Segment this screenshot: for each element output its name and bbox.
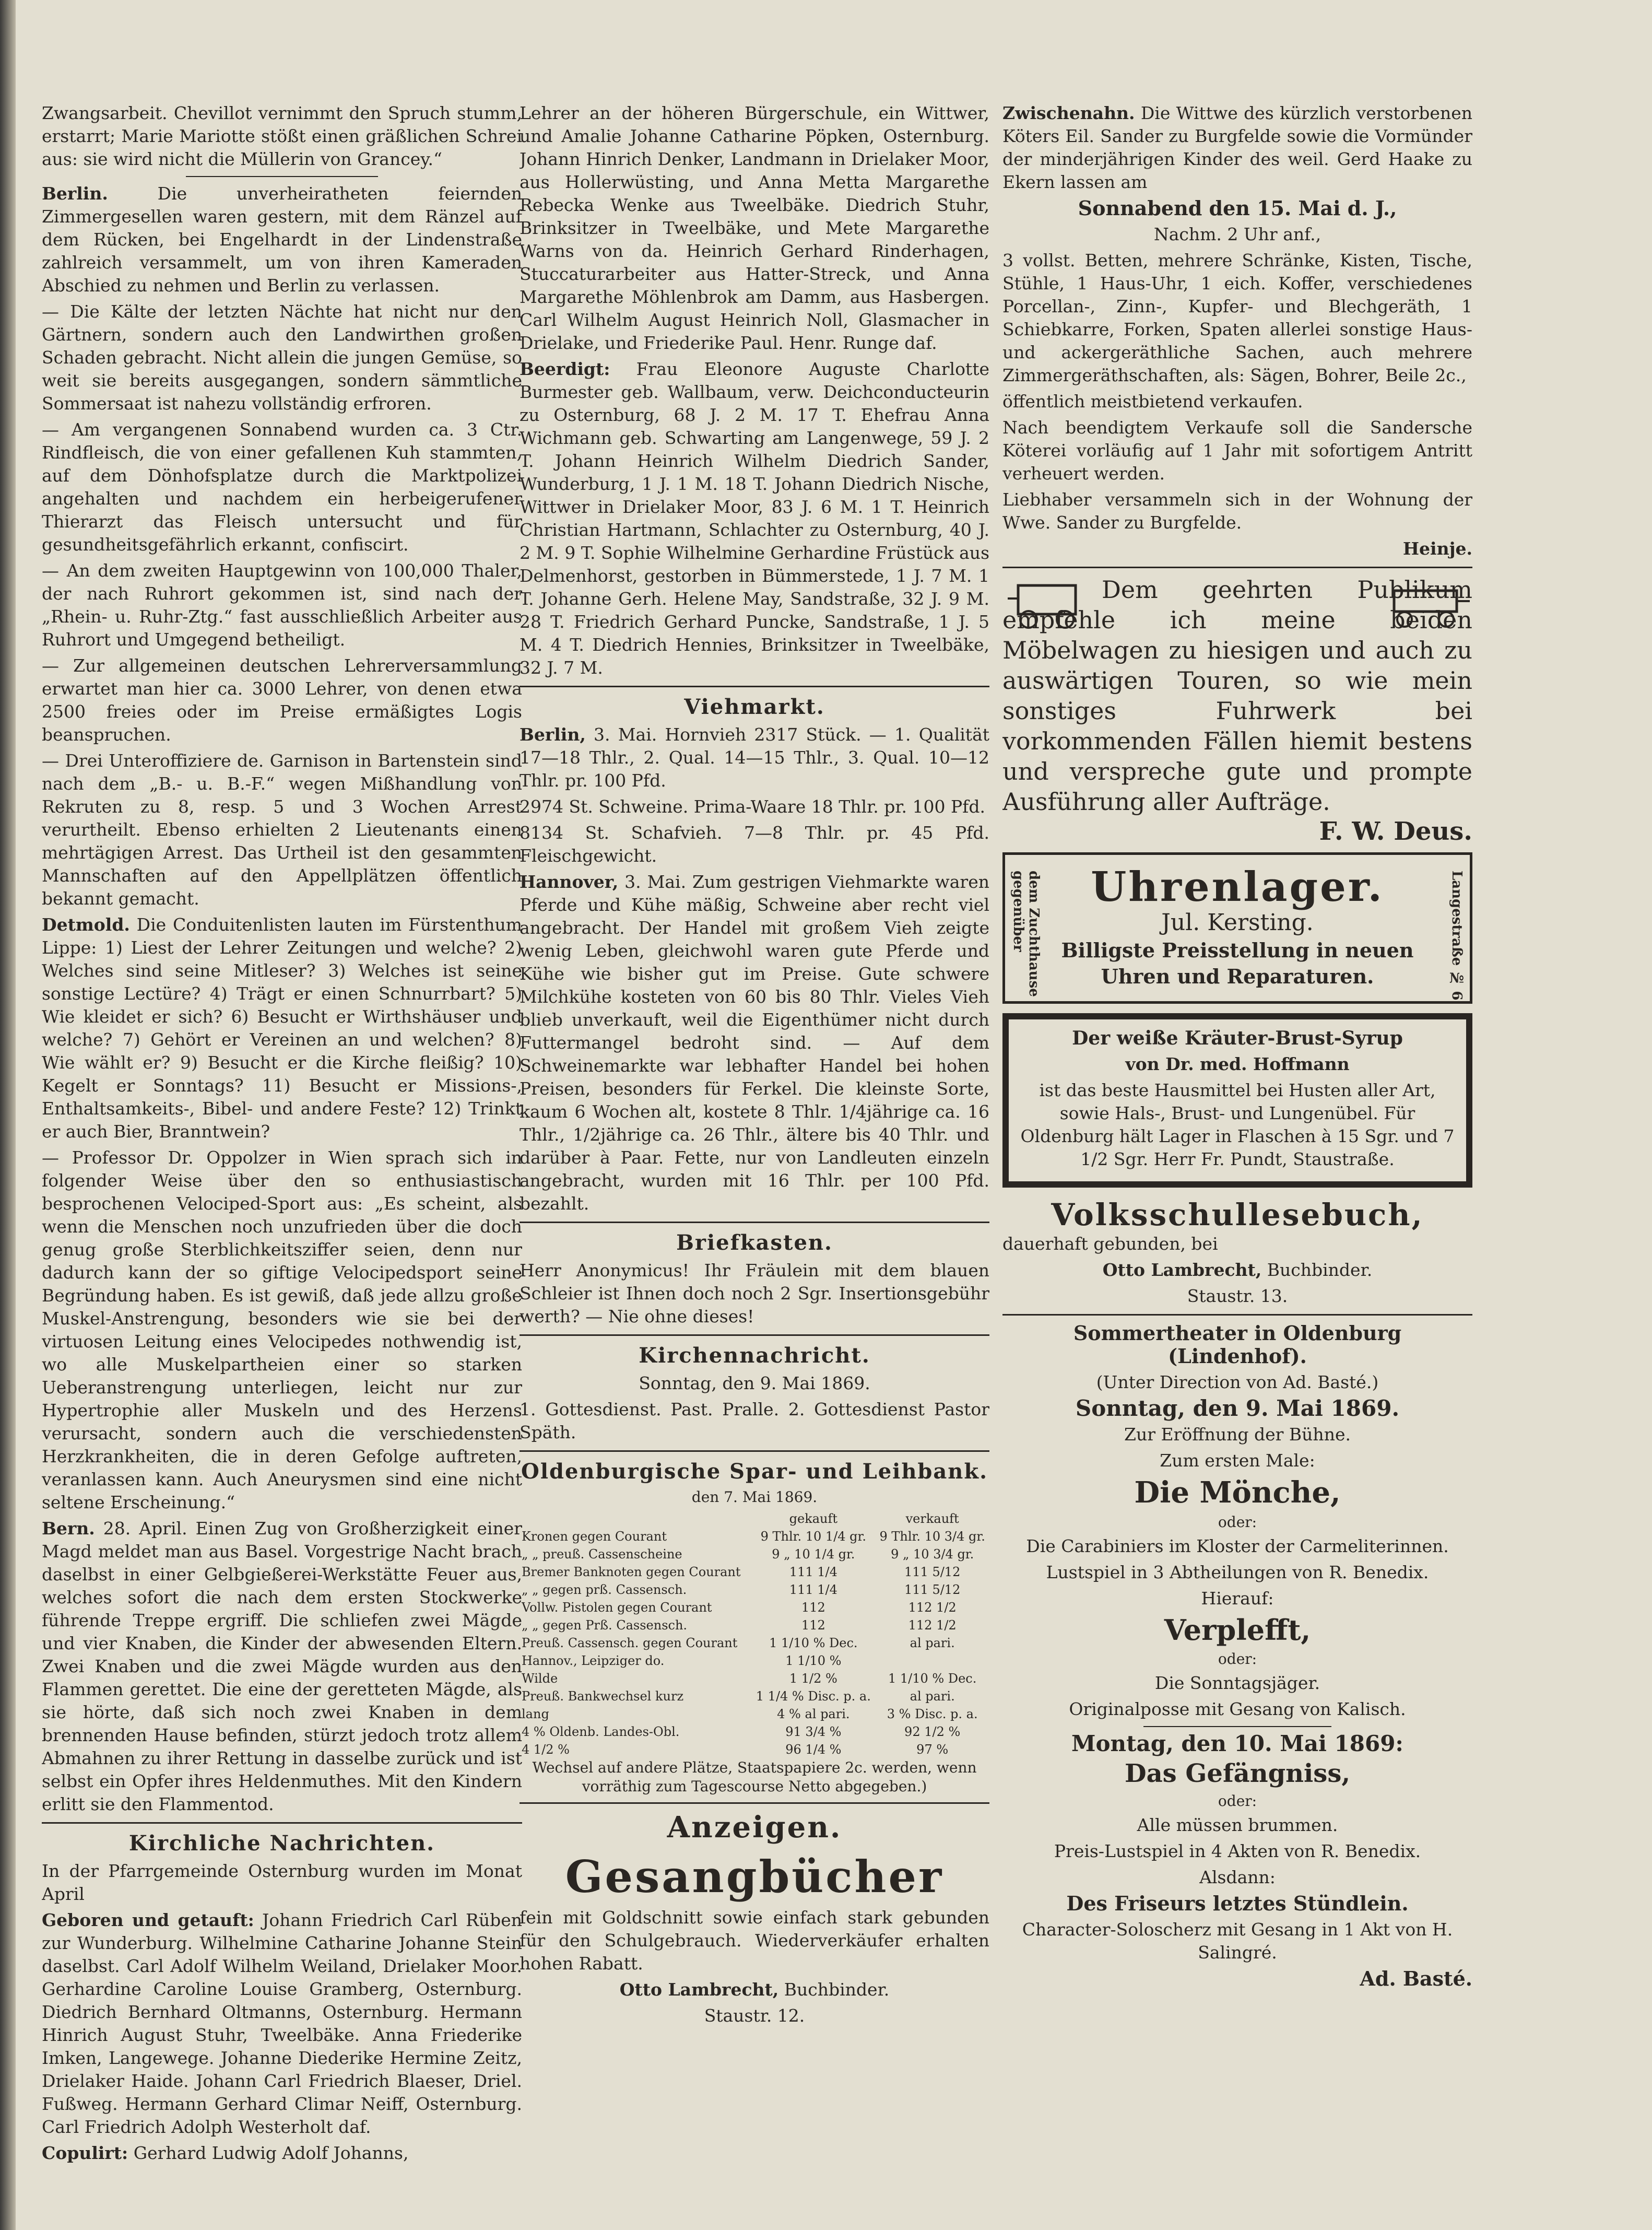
berlin-article: Berlin. Die unverheiratheten feiernden Zimmergesellen waren gestern, mit dem Ränzel auf dem Rücken, bei Engelhardt in der Lindenstraße zahlreich versammelt, um von ihren Kameraden Abschied zu nehmen und Berlin zu verlassen. xyxy=(42,183,522,296)
play-description: Lustspiel in 3 Abtheilungen von R. Benedix. xyxy=(1046,1562,1429,1582)
table-cell: Kronen gegen Courant xyxy=(522,1529,667,1544)
table-row xyxy=(520,1545,989,1563)
table-row xyxy=(520,1652,989,1670)
paragraph: (Unter Direction von Ad. Basté.) xyxy=(1096,1372,1379,1392)
performance-date: Sonntag, den 9. Mai 1869. xyxy=(1075,1395,1400,1421)
divider xyxy=(520,1802,989,1804)
moving-ad xyxy=(1002,574,1472,846)
column-3 xyxy=(1002,102,1472,1993)
table-cell: Preuß. Bankwechsel kurz xyxy=(522,1689,684,1704)
date-line: den 7. Mai 1869. xyxy=(691,1488,818,1506)
table-cell: 96 1/4 % xyxy=(785,1742,842,1757)
table-header: gekauft verkauft xyxy=(789,1511,959,1526)
newspaper-page xyxy=(16,0,1652,2230)
bern-article: Bern. 28. April. Einen Zug von Großherzigkeit einer Magd meldet man aus Basel. Vorgestrige Nacht brach daselbst in einer Gelbgießerei-Werkstätte Feuer aus, welches sofort die nach dem ersten Stockwerke führende Treppe ergriff. Die schliefen zwei Mägde und vier Knaben, die Kinder der abwesenden Eltern. Zwei Knaben und die zwei Mägde wurden aus den Flammen gerettet. Die eine der geretteten Mägde, als sie hörte, daß sich noch zwei Knaben in dem brennenden Hause befinden, stürzt jedoch trotz allem Abmahnen zu ihrer Rettung in dasselbe zurück und ist selbst ein Opfer ihres Heldenmuthes. Mit den Kindern erlitt sie den Flammentod. xyxy=(42,1518,522,1814)
paragraph: 2974 St. Schweine. Prima-Waare 18 Thlr. pr. 100 Pfd. xyxy=(520,796,985,817)
table-cell: 4 % Oldenb. Landes-Obl. xyxy=(522,1724,680,1739)
table-cell: al pari. xyxy=(910,1636,955,1650)
table-cell: Hannov., Leipziger do. xyxy=(522,1653,665,1668)
play-description: Character-Soloscherz mit Gesang in 1 Akt von H. Salingré. xyxy=(1022,1919,1453,1963)
paragraph: oder: xyxy=(1218,1792,1257,1810)
paragraph: Hierauf: xyxy=(1201,1588,1274,1609)
side-text: dem Zuchthause gegenüber xyxy=(1010,871,1042,997)
table-cell: „ „ gegen Prß. Cassensch. xyxy=(522,1618,688,1633)
table-cell: 111 5/12 xyxy=(904,1582,961,1597)
performance-date: Montag, den 10. Mai 1869: xyxy=(1071,1731,1403,1756)
auction-items: 3 vollst. Betten, mehrere Schränke, Kisten, Tische, Stühle, 1 Haus-Uhr, 1 eich. Koffer, verschiedenes Porcellan-, Zinn-, Kupfer- und Blechgeräth, 1 Schiebkarre, Forken, Spaten allerlei sonstige Haus- und ackergeräthliche Sachen, auch mehrere Zimmergeräthschaften, als: Sägen, Bohrer, Beile 2c., xyxy=(1002,250,1472,385)
paragraph: Nach beendigtem Verkaufe soll die Sandersche Köterei vorläufig auf 1 Jahr mit sofortigem Antritt verheuert werden. xyxy=(1002,417,1472,484)
paragraph: — Zur allgemeinen deutschen Lehrerversammlung erwartet man hier ca. 3000 Lehrer, von denen etwa 2500 freies oder im Preise ermäßigtes Logis beanspruchen. xyxy=(42,655,522,745)
paragraph: Zum ersten Male: xyxy=(1160,1450,1315,1471)
section-heading: Anzeigen. xyxy=(667,1810,842,1845)
theater-heading: Sommertheater in Oldenburg (Lindenhof). xyxy=(1073,1321,1402,1368)
table-row xyxy=(520,1741,989,1758)
section-heading: Kirchliche Nachrichten. xyxy=(128,1831,435,1856)
table-row xyxy=(520,1705,989,1723)
table-cell: 111 5/12 xyxy=(904,1565,961,1579)
footnote: Wechsel auf andere Plätze, Staatspapiere 2c. werden, wenn vorräthig zum Tagescourse Netto abgegeben.) xyxy=(532,1759,977,1795)
wagon-icon xyxy=(1002,578,1091,630)
auction-time: Nachm. 2 Uhr anf., xyxy=(1153,224,1321,244)
table-cell: 9 Thlr. 10 3/4 gr. xyxy=(879,1529,985,1544)
play-subtitle: Die Sonntagsjäger. xyxy=(1154,1673,1320,1693)
paragraph: dauerhaft gebunden, bei xyxy=(1002,1234,1218,1254)
address: Staustr. 13. xyxy=(1187,1286,1288,1306)
section-heading: Briefkasten. xyxy=(676,1230,833,1255)
date-line: Sonntag, den 9. Mai 1869. xyxy=(639,1373,870,1393)
table-cell: 111 1/4 xyxy=(789,1582,837,1597)
play-title: Die Mönche, xyxy=(1134,1475,1341,1510)
table-cell: „ „ gegen prß. Cassensch. xyxy=(522,1582,687,1597)
marriages-paragraph: Copulirt: Gerhard Ludwig Adolf Johanns, xyxy=(42,2143,409,2163)
table-cell: 112 xyxy=(801,1600,825,1615)
divider xyxy=(520,1334,989,1336)
divider xyxy=(520,1222,989,1223)
divider xyxy=(42,1822,522,1824)
paragraph: oder: xyxy=(1218,1513,1257,1531)
table-cell: 111 1/4 xyxy=(789,1565,837,1579)
section-heading: Kirchennachricht. xyxy=(639,1343,870,1368)
ad-text: Dem geehrten Publikum empfehle ich meine beiden Möbelwagen zu hiesigen und auch zu auswärtigen Touren, so wie mein sonstiges Fuhrwerk bei vorkommenden Fällen hiemit bestens und verspreche gute und prompte Ausführung aller Aufträge. xyxy=(1002,576,1472,816)
side-text: Langestraße № 6 xyxy=(1449,871,1465,1001)
wagon-icon xyxy=(1384,578,1472,630)
ad-text: ist das beste Hausmittel bei Husten aller Art, sowie Hals-, Brust- und Lungenübel. Für Oldenburg hält Lager in Flaschen à 15 Sgr. und 7 1/2 Sgr. Herr Fr. Pundt, Staustraße. xyxy=(1020,1080,1455,1169)
detmold-article: Detmold. Die Conduitenlisten lauten im Fürstenthum Lippe: 1) Liest der Lehrer Zeitungen und welche? 2) Welches sind seine Mitleser? 3) Welches ist seine sonstige Lectüre? 4) Trägt er einen Schnurrbart? 5) Wie kleidet er sich? 6) Besucht er Wirthshäuser und welche? 7) Gehört er Vereinen an und welchen? 8) Wie wählt er? 9) Besucht er die Kirche fleißig? 10) Kegelt er Sonntags? 11) Besucht er Missions-, Enthaltsamkeits-, Bibel- und andere Feste? 12) Trinkt er auch Bier, Branntwein? xyxy=(42,914,522,1142)
divider xyxy=(1143,1726,1331,1727)
paragraph: Zur Eröffnung der Bühne. xyxy=(1124,1424,1351,1445)
table-row xyxy=(520,1563,989,1581)
divider xyxy=(186,176,378,177)
ad-text: Billigste Preisstellung in neuen Uhren und Reparaturen. xyxy=(1061,938,1414,988)
table-row xyxy=(520,1616,989,1634)
paragraph: oder: xyxy=(1218,1650,1257,1668)
paragraph: Herr Anonymicus! Ihr Fräulein mit dem blauen Schleier ist Ihnen doch noch 2 Sgr. Insertionsgebühr werth? — Nie ohne dieses! xyxy=(520,1260,989,1327)
table-cell: 1 1/4 % Disc. p. a. xyxy=(756,1689,871,1704)
market-report: Hannover, 3. Mai. Zum gestrigen Viehmarkte waren Pferde und Kühe mäßig, Schweine aber recht viel angebracht. Der Handel mit großem Vieh zeigte wenig Leben, gleichwohl waren gute Pferde und Kühe wie bisher gut im Preise. Gute schwere Milchkühe kosteten von 60 bis 80 Thlr. Vieles Vieh blieb unverkauft, weil die Eigenthümer nicht durch Futtermangel bedroht sind. — Auf dem Schweinemarkte war lebhafter Handel bei hohen Preisen, besonders für Ferkel. Die kleinste Sorte, kaum 6 Wochen alt, kostete 8 Thlr. 1/4jährige ca. 16 Thlr., 1/2jährige ca. 26 Thlr., ältere bis 40 Thlr. und darüber à Paar. Fette, nur von Landleuten einzeln angebracht, wurden mit 16 Thlr. per 100 Pfd. bezahlt. xyxy=(520,872,989,1214)
market-report: Berlin, 3. Mai. Hornvieh 2317 Stück. — 1. Qualität 17—18 Thlr., 2. Qual. 14—15 Thlr., 3. Qual. 10—12 Thlr. pr. 100 Pfd. xyxy=(520,724,989,791)
auction-notice: Zwischenahn. Die Wittwe des kürzlich verstorbenen Köters Eil. Sander zu Burgfelde sowie die Vormünder der minderjährigen Kinder des weil. Gerd Haake zu Ekern lassen am xyxy=(1002,103,1472,192)
paragraph: — Drei Unteroffiziere de. Garnison in Bartenstein sind nach dem „B.- u. B.-F.“ wegen Mißhandlung von Rekruten zu 8, resp. 5 und 3 Wochen Arrest verurtheilt. Ebenso erhielten 2 Lieutenants einen mehrtägigen Arrest. Das Urtheil ist den gesammten Mannschaften auf den Appellplätzen öffentlich bekannt gemacht. xyxy=(42,750,522,909)
table-cell: 9 „ 10 3/4 gr. xyxy=(891,1547,974,1562)
paragraph: 8134 St. Schafvieh. 7—8 Thlr. pr. 45 Pfd. Fleischgewicht. xyxy=(520,823,989,866)
exchange-rate-table xyxy=(520,1510,989,1758)
shop-owner: Jul. Kersting. xyxy=(1161,909,1314,936)
paragraph: Liebhaber versammeln sich in der Wohnung der Wwe. Sander zu Burgfelde. xyxy=(1002,489,1472,533)
ad-heading: Gesangbücher xyxy=(565,1851,944,1903)
paragraph: In der Pfarrgemeinde Osternburg wurden im Monat April xyxy=(42,1861,522,1904)
table-cell: 112 xyxy=(801,1618,825,1633)
table-cell: 91 3/4 % xyxy=(785,1724,842,1739)
table-cell: 9 Thlr. 10 1/4 gr. xyxy=(760,1529,867,1544)
table-row xyxy=(520,1687,989,1705)
table-cell: 112 1/2 xyxy=(908,1600,957,1615)
table-cell: 1 1/10 % Dec. xyxy=(888,1671,977,1686)
place-label: Berlin. xyxy=(42,183,108,204)
paragraph: Lehrer an der höheren Bürgerschule, ein Wittwer, und Amalie Johanne Catharine Pöpken, Osternburg. Johann Hinrich Denker, Landmann in Drielaker Moor, aus Hollerwüsting, und Anna Metta Margarethe Rebecka Wenke aus Tweelbäke. Diedrich Stuhr, Brinksitzer in Tweelbäke, und Mete Margarethe Warns von da. Heinrich Gerhard Rinderhagen, Stuccaturarbeiter aus Hatter-Streck, und Anna Margarethe Möhlenbrok am Damm, aus Hasbergen. Carl Wilhelm August Heinrich Noll, Glasmacher in Drielake, und Friederike Paul. Henr. Runge daf. xyxy=(520,103,989,353)
table-cell: Preuß. Cassensch. gegen Courant xyxy=(522,1636,738,1650)
play-description: Preis-Lustspiel in 4 Akten von R. Benedix. xyxy=(1054,1841,1421,1861)
table-row xyxy=(520,1670,989,1687)
paragraph: — An dem zweiten Hauptgewinn von 100,000 Thaler, der nach Ruhrort gekommen ist, sind nach der „Rhein- u. Ruhr-Ztg.“ fast ausschließlich Arbeiter aus Ruhrort und Umgegend betheiligt. xyxy=(42,560,522,650)
table-cell: lang xyxy=(522,1707,549,1721)
signature: Heinje. xyxy=(1402,538,1472,559)
paragraph: — Am vergangenen Sonnabend wurden ca. 3 Ctr. Rindfleisch, die von einer gefallenen Kuh stammten, auf dem Dönhofsplatze durch die Marktpolizei angehalten und nachdem ein herbeigerufener Thierarzt das Fleisch untersucht und für gesundheitsgefährlich erkannt, confiscirt. xyxy=(42,419,522,555)
table-row xyxy=(520,1599,989,1616)
paragraph: fein mit Goldschnitt sowie einfach stark gebunden für den Schulgebrauch. Wiederverkäufer erhalten hohen Rabatt. xyxy=(520,1907,989,1974)
paragraph: öffentlich meistbietend verkaufen. xyxy=(1002,391,1303,412)
table-row xyxy=(520,1634,989,1652)
play-title: Das Gefängniss, xyxy=(1124,1759,1351,1788)
column-1 xyxy=(42,102,522,2168)
section-heading: Viehmarkt. xyxy=(684,695,825,719)
table-cell: 92 1/2 % xyxy=(904,1724,961,1739)
theater-ad xyxy=(1002,1322,1472,1990)
table-row xyxy=(520,1723,989,1741)
signature: Otto Lambrecht, Buchbinder. xyxy=(1102,1260,1373,1280)
ad-heading: Der weiße Kräuter-Brust-Syrup xyxy=(1072,1027,1403,1049)
divider xyxy=(520,686,989,687)
divider xyxy=(1002,1314,1472,1316)
table-cell: 97 % xyxy=(916,1742,949,1757)
ad-heading: Volksschullesebuch, xyxy=(1051,1197,1424,1233)
signature: Otto Lambrecht, Buchbinder. xyxy=(619,1979,890,2000)
table-cell: „ „ preuß. Cassenscheine xyxy=(522,1547,682,1562)
column-2 xyxy=(520,102,989,2031)
signature: Ad. Basté. xyxy=(1360,1967,1472,1990)
table-cell xyxy=(875,1652,989,1670)
play-title: Des Friseurs letztes Stündlein. xyxy=(1066,1892,1409,1915)
table-cell: 1 1/10 % xyxy=(785,1653,842,1668)
signature: F. W. Deus. xyxy=(1319,817,1472,846)
ad-subheading: von Dr. med. Hoffmann xyxy=(1125,1054,1350,1074)
table-cell: 1 1/10 % Dec. xyxy=(769,1636,858,1650)
table-cell: 9 „ 10 1/4 gr. xyxy=(772,1547,855,1562)
table-row xyxy=(520,1581,989,1599)
play-description: Originalposse mit Gesang von Kalisch. xyxy=(1069,1699,1406,1719)
play-subtitle: Alle müssen brummen. xyxy=(1137,1815,1338,1835)
paragraph: — Professor Dr. Oppolzer in Wien sprach sich in folgender Weise über den so enthusiastisch besprochenen Velociped-Sport aus: „Es scheint, als wenn die Menschen noch unzufrieden über die doch genug große Sterblichkeitsziffer seien, denn nur dadurch kann der so giftige Velocipedsport seine Begründung haben. Es ist gewiß, daß jede allzu große Muskel-Anstrengung, besonders wie sie bei der virtuosen Leitung eines Velocipedes nothwendig ist, wo alle Muskelpartheien einer so starken Ueberanstrengung unterliegen, leicht nur zur Hypertrophie aller Muskeln und des Herzens verursacht, sondern auch die verschiedensten Herzkrankheiten, die in deren Gefolge auftreten, veranlassen kann. Auch Aneurysmen sind eine nicht seltene Erscheinung.“ xyxy=(42,1147,522,1512)
place-label: Detmold. xyxy=(42,914,130,935)
watch-shop-ad xyxy=(1002,852,1472,1004)
table-cell: 4 1/2 % xyxy=(522,1742,570,1757)
syrup-ad xyxy=(1002,1013,1472,1188)
table-cell: Vollw. Pistolen gegen Courant xyxy=(522,1600,712,1615)
intro-paragraph: Zwangsarbeit. Chevillot vernimmt den Spruch stumm, erstarrt; Marie Mariotte stößt einen gräßlichen Schrei aus: sie wird nicht die Müllerin von Grancey.“ xyxy=(42,103,522,169)
place-label: Bern. xyxy=(42,1518,95,1539)
births-paragraph: Geboren und getauft: Johann Friedrich Carl Rüben zur Wunderburg. Wilhelmine Catharine Johanne Stein daselbst. Carl Adolf Wilhelm Weiland, Drielaker Moor. Gerhardine Caroline Louise Gramberg, Osternburg. Diedrich Bernhard Oltmanns, Osternburg. Hermann Hinrich August Stuhr, Tweelbäke. Anna Friederike Imken, Langewege. Johanne Diederike Hermine Zeitz, Drielaker Haide. Johann Carl Friedrich Blaeser, Driel. Fußweg. Hermann Gerhard Climar Neiff, Osternburg. Carl Friedrich Adolph Westerholt daf. xyxy=(42,1910,522,2137)
address: Staustr. 12. xyxy=(704,2005,805,2026)
binding-edge xyxy=(0,0,16,2230)
table-row xyxy=(520,1528,989,1545)
table-cell: 112 1/2 xyxy=(908,1618,957,1633)
play-title: Verplefft, xyxy=(1164,1613,1311,1647)
burials-paragraph: Beerdigt: Frau Eleonore Auguste Charlotte Burmester geb. Wallbaum, verw. Deichconducteurin zu Osternburg, 68 J. 2 M. 17 T. Ehefrau Anna Wichmann geb. Schwarting am Langenwege, 59 J. 2 T. Johann Heinrich Wilhelm Diedrich Sander, Wunderburg, 1 J. 1 M. 18 T. Johann Diedrich Nische, Wittwer in Drielaker Moor, 83 J. 6 M. 1 T. Heinrich Christian Hartmann, Schlachter zu Osternburg, 40 J. 2 M. 9 T. Sophie Wilhelmine Gerhardine Früstück aus Delmenhorst, gestorben in Bümmerstede, 1 J. 7 M. 1 T. Johanne Gerh. Helene May, Sandstraße, 32 J. 9 M. 28 T. Friedrich Gerhard Puncke, Sandstraße, 1 J. 5 M. 4 T. Diedrich Hennies, Brinksitzer in Tweelbäke, 32 J. 7 M. xyxy=(520,359,989,678)
table-cell: 1 1/2 % xyxy=(789,1671,837,1686)
table-cell: 3 % Disc. p. a. xyxy=(887,1707,978,1721)
paragraph: Alsdann: xyxy=(1199,1867,1276,1887)
paragraph: — Die Kälte der letzten Nächte hat nicht nur den Gärtnern, sondern auch den Landwirthen großen Schaden gebracht. Nicht allein die jungen Gemüse, so weit sie bereits ausgegangen, sondern sämmtliche Sommersaat ist nahezu vollständig erfroren. xyxy=(42,301,522,414)
table-cell: Bremer Banknoten gegen Courant xyxy=(522,1565,741,1579)
divider xyxy=(1002,567,1472,568)
play-subtitle: Die Carabiniers im Kloster der Carmeliterinnen. xyxy=(1026,1536,1449,1556)
divider xyxy=(520,1450,989,1452)
section-heading: Oldenburgische Spar- und Leihbank. xyxy=(521,1459,988,1484)
ad-heading: Uhrenlager. xyxy=(1091,863,1384,911)
paragraph: 1. Gottesdienst. Past. Pralle. 2. Gottesdienst Pastor Späth. xyxy=(520,1399,989,1442)
table-cell: 4 % al pari. xyxy=(777,1707,850,1721)
table-cell: al pari. xyxy=(910,1689,955,1704)
table-cell: Wilde xyxy=(522,1671,558,1686)
auction-date: Sonnabend den 15. Mai d. J., xyxy=(1078,196,1397,220)
